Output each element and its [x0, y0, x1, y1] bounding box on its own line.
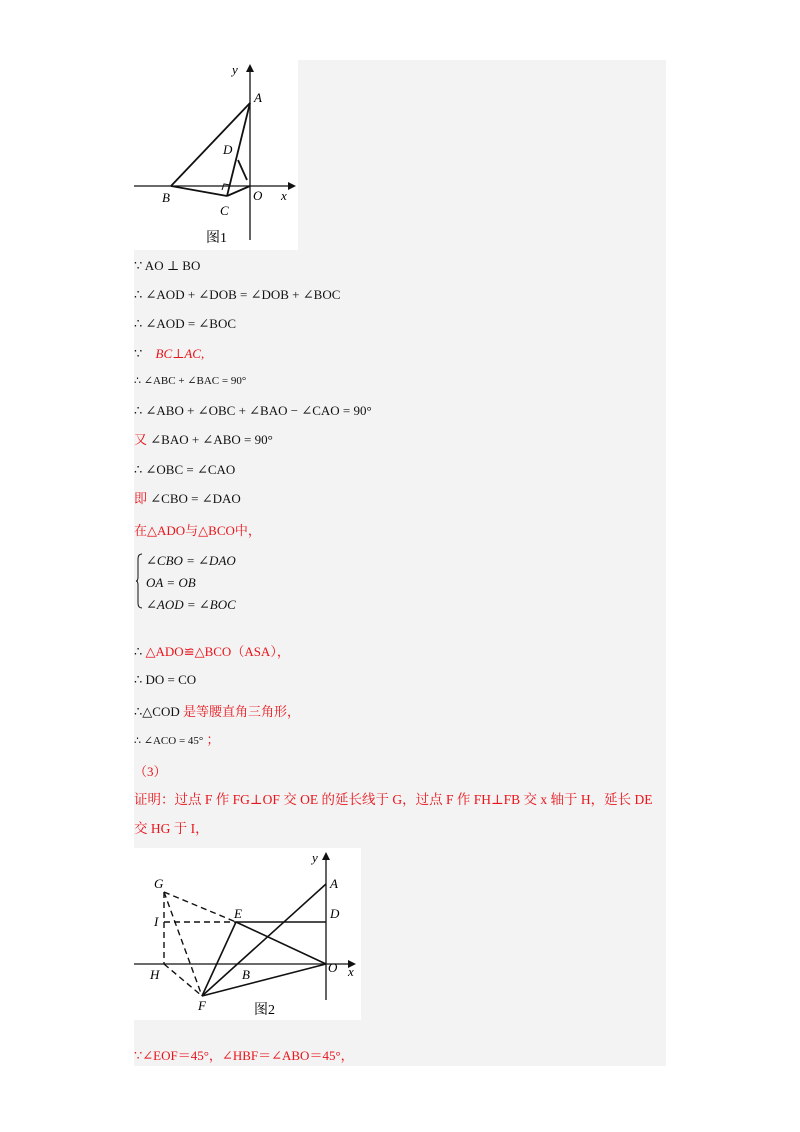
conclusion-line-1	[134, 645, 290, 658]
proof-line-9-text: ∠CBO = ∠DAO	[150, 491, 241, 506]
part3-proof-line-2: 交 HG 于 I，	[134, 821, 209, 836]
system-row-1: ∠CBO = ∠DAO	[146, 553, 236, 568]
proof-line-9-prefix: 即	[134, 491, 148, 506]
fig2-label-d: D	[330, 906, 340, 921]
fig2-label-y: y	[312, 850, 318, 865]
fig2-label-f: F	[198, 998, 206, 1013]
proof-line-10: 在△ADO与△BCO中，	[134, 523, 261, 538]
fig2-caption: 图2	[254, 1003, 275, 1018]
figure-2	[134, 848, 361, 1020]
proof-line-1: ∵ AO ⊥ BO	[134, 258, 201, 273]
proof-line-5: ∴ ∠ABC + ∠BAC = 90°	[134, 375, 247, 387]
fig2-label-o: O	[328, 960, 338, 975]
conclusion-line-2: ∴ DO = CO	[134, 672, 197, 687]
fig2-label-g: G	[154, 876, 164, 891]
proof-line-4-text: BC⊥AC,	[155, 346, 205, 361]
fig1-label-c: C	[220, 203, 229, 218]
conclusion-line-4	[134, 733, 220, 747]
proof-line-9	[134, 492, 241, 505]
fig1-label-y: y	[232, 62, 238, 77]
proof-line-7-prefix: 又	[134, 432, 148, 447]
fig1-label-a: A	[254, 90, 262, 105]
proof-line-6: ∴ ∠ABO + ∠OBC + ∠BAO − ∠CAO = 90°	[134, 403, 372, 418]
proof-line-7-text: ∠BAO + ∠ABO = 90°	[150, 432, 273, 447]
proof-line-8: ∴ ∠OBC = ∠CAO	[134, 462, 236, 477]
conclusion-line-3	[134, 705, 300, 718]
proof-line-3: ∴ ∠AOD = ∠BOC	[134, 316, 237, 331]
fig1-caption: 图1	[206, 231, 227, 246]
fig2-label-b: B	[242, 967, 250, 982]
conclusion-line-4-text: ；	[206, 732, 220, 747]
conclusion-line-1-prefix: ∴	[134, 644, 143, 659]
fig2-label-i: I	[154, 914, 159, 929]
conclusion-line-3-text: 是等腰直角三角形，	[182, 704, 300, 719]
equation-system	[134, 549, 334, 615]
fig1-label-x: x	[281, 188, 287, 203]
last-line: ∵∠EOF＝45°，∠HBF＝∠ABO＝45°，	[134, 1048, 354, 1063]
system-row-3: ∠AOD = ∠BOC	[146, 597, 236, 612]
proof-line-4	[134, 347, 204, 360]
figure-1	[134, 60, 298, 250]
fig1-label-o: O	[253, 188, 263, 203]
fig1-label-d: D	[223, 142, 233, 157]
fig2-label-x: x	[348, 964, 354, 979]
part3-proof-line-1: 证明：过点 F 作 FG⊥OF 交 OE 的延长线于 G，过点 F 作 FH⊥FB 交 x 轴于 H，延长 DE	[134, 792, 653, 807]
fig2-label-e: E	[234, 906, 242, 921]
left-brace	[136, 553, 142, 609]
fig2-label-h: H	[150, 967, 160, 982]
fig1-label-b: B	[162, 190, 170, 205]
conclusion-line-3-prefix: ∴△COD	[134, 704, 180, 719]
conclusion-line-1-text: △ADO≌△BCO（ASA），	[145, 644, 290, 659]
proof-line-2: ∴ ∠AOD + ∠DOB = ∠DOB + ∠BOC	[134, 287, 341, 302]
system-row-2: OA = OB	[146, 575, 196, 590]
proof-line-4-prefix: ∵	[134, 346, 143, 361]
fig2-label-a: A	[330, 876, 338, 891]
proof-line-7	[134, 433, 273, 446]
conclusion-line-4-prefix: ∴ ∠ACO = 45°	[134, 735, 204, 747]
part3-number: （3）	[134, 764, 167, 779]
